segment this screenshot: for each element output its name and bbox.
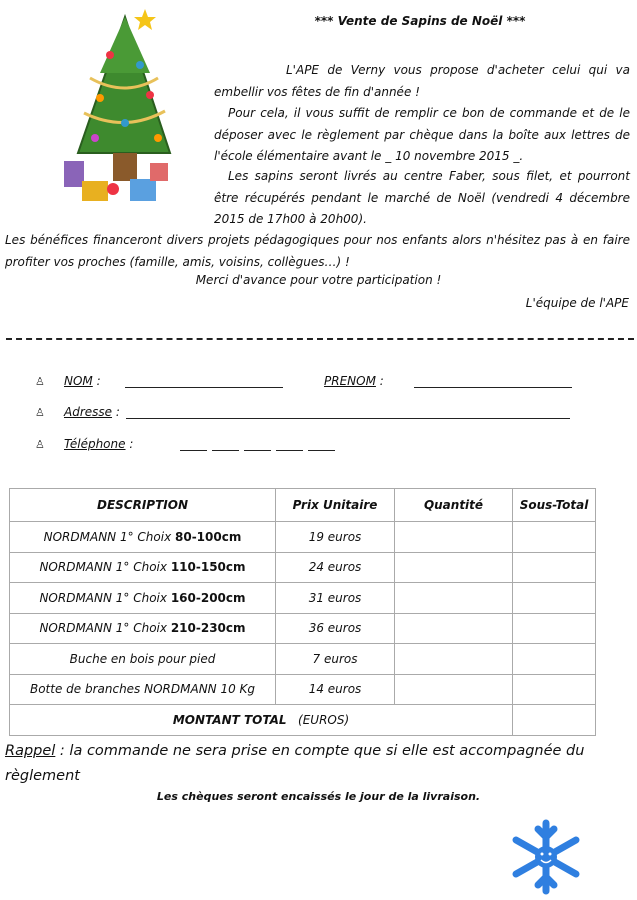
bullet-icon: ♙ [35, 406, 45, 419]
signature: L'équipe de l'APE [525, 296, 629, 310]
table-row [10, 552, 596, 583]
row-subtotal-cell[interactable] [513, 674, 596, 705]
bullet-icon: ♙ [35, 375, 45, 388]
nom-label: NOM : [64, 374, 101, 388]
row-description: Botte de branches NORDMANN 10 Kg [10, 674, 276, 705]
row-quantity-cell[interactable] [395, 552, 513, 583]
total-label: MONTANT TOTAL (EUROS) [10, 705, 513, 736]
row-price: 14 euros [276, 674, 395, 705]
benefits-paragraph: Les bénéfices financeront divers projets pédagogiques pour nos enfants alors n'hésitez pas à en faire profiter vos proches (famille, amis, voisins, collègues…) ! [5, 233, 630, 269]
row-subtotal-cell[interactable] [513, 644, 596, 675]
adresse-label: Adresse : [64, 405, 120, 419]
row-subtotal-cell[interactable] [513, 522, 596, 553]
telephone-field-part[interactable] [276, 450, 303, 451]
row-price: 24 euros [276, 552, 395, 583]
row-price: 31 euros [276, 583, 395, 614]
page-title: *** Vente de Sapins de Noël *** [314, 14, 526, 28]
intro-paragraph-2: Pour cela, il vous suffit de remplir ce bon de commande et de le déposer avec le règlement par chèque dans la boîte aux lettres de l'école élémentaire avant le _ 10 novembre 2015 _. [214, 106, 630, 163]
table-header-row [10, 489, 596, 522]
thanks-text: Merci d'avance pour votre participation ! [195, 273, 442, 287]
row-price: 7 euros [276, 644, 395, 675]
table-row [10, 583, 596, 614]
table-row [10, 674, 596, 705]
row-description: NORDMANN 1° Choix 80-100cm [10, 522, 276, 553]
total-row [10, 705, 596, 736]
row-description: NORDMANN 1° Choix 110-150cm [10, 552, 276, 583]
header-subtotal: Sous-Total [513, 489, 596, 522]
intro-paragraph-1: L'APE de Verny vous propose d'acheter celui qui va embellir vos fêtes de fin d'année ! [214, 63, 630, 99]
cut-line-divider [6, 338, 634, 340]
row-subtotal-cell[interactable] [513, 552, 596, 583]
total-cell[interactable] [513, 705, 596, 736]
prenom-field[interactable] [414, 387, 572, 388]
bullet-icon: ♙ [35, 438, 45, 451]
telephone-label: Téléphone : [64, 437, 134, 451]
telephone-field-part[interactable] [308, 450, 335, 451]
table-row [10, 644, 596, 675]
table-row [10, 522, 596, 553]
rappel-note: Rappel : la commande ne sera prise en compte que si elle est accompagnée du règlement [5, 743, 585, 784]
row-description: NORDMANN 1° Choix 210-230cm [10, 613, 276, 644]
nom-field[interactable] [125, 387, 283, 388]
row-quantity-cell[interactable] [395, 644, 513, 675]
header-description: DESCRIPTION [10, 489, 276, 522]
intro-paragraph-3: Les sapins seront livrés au centre Faber, sous filet, et pourront être récupérés pendant le marché de Noël (vendredi 4 décembre 2015 de 17h00 à 20h00). [214, 169, 630, 226]
row-quantity-cell[interactable] [395, 583, 513, 614]
order-table [9, 488, 596, 736]
adresse-field[interactable] [126, 418, 570, 419]
row-subtotal-cell[interactable] [513, 583, 596, 614]
header-price: Prix Unitaire [276, 489, 395, 522]
row-quantity-cell[interactable] [395, 522, 513, 553]
row-quantity-cell[interactable] [395, 613, 513, 644]
header-quantity: Quantité [395, 489, 513, 522]
row-quantity-cell[interactable] [395, 674, 513, 705]
telephone-field-part[interactable] [212, 450, 239, 451]
telephone-field-part[interactable] [180, 450, 207, 451]
christmas-tree-illustration [50, 3, 190, 213]
row-subtotal-cell[interactable] [513, 613, 596, 644]
cheques-note: Les chèques seront encaissés le jour de la livraison. [156, 790, 481, 803]
row-price: 36 euros [276, 613, 395, 644]
prenom-label: PRENOM : [324, 374, 384, 388]
telephone-field-part[interactable] [244, 450, 271, 451]
row-price: 19 euros [276, 522, 395, 553]
snowflake-icon [500, 818, 592, 896]
table-row [10, 613, 596, 644]
row-description: Buche en bois pour pied [10, 644, 276, 675]
row-description: NORDMANN 1° Choix 160-200cm [10, 583, 276, 614]
